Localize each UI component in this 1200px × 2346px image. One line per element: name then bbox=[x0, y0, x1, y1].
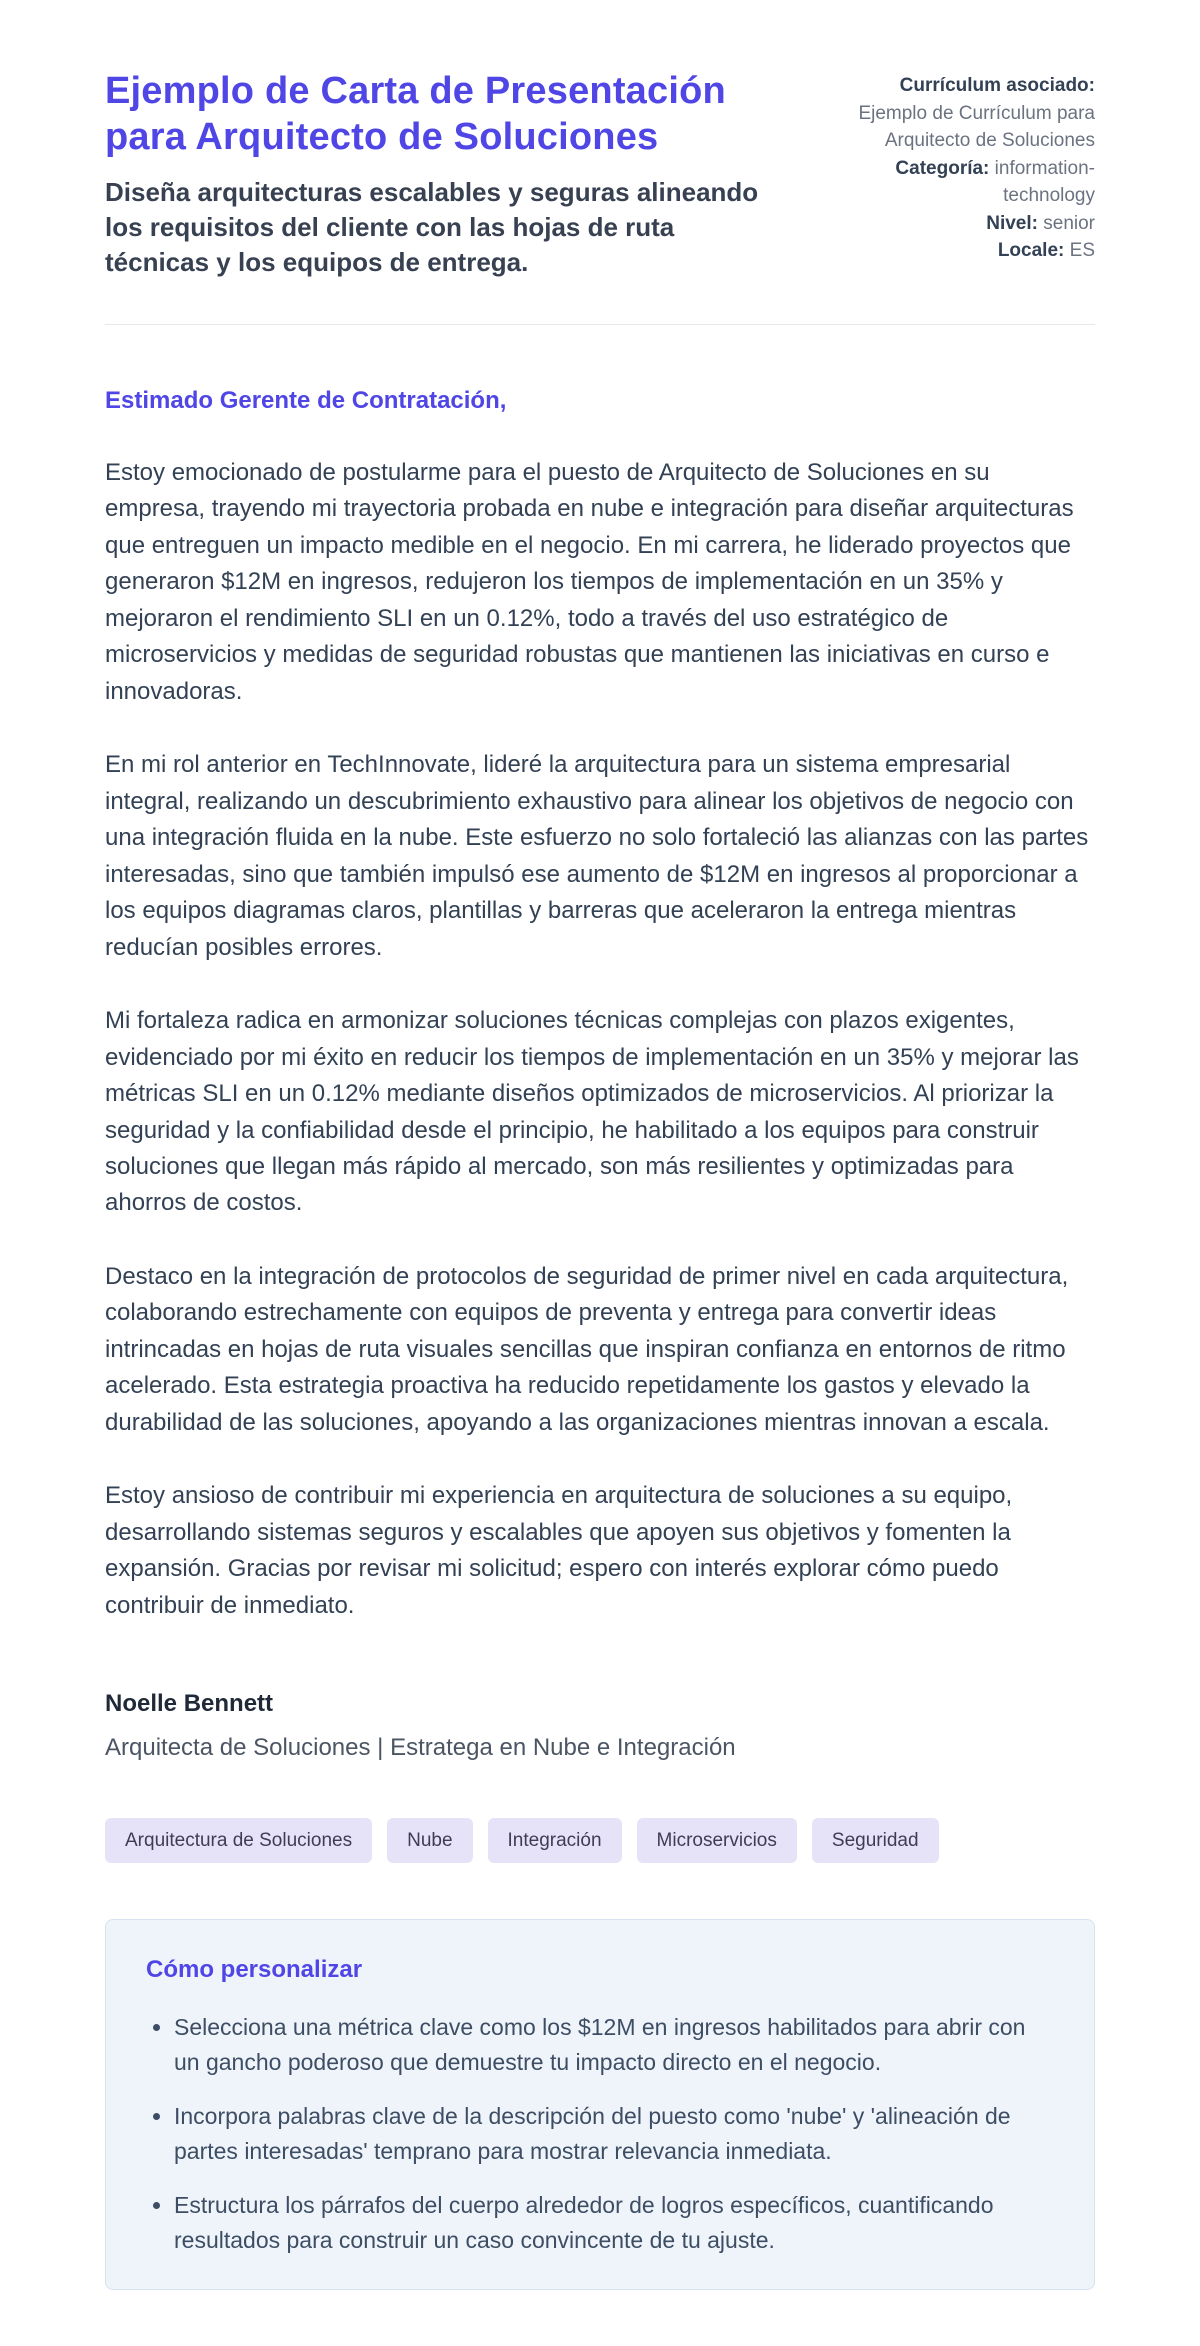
tag-chip[interactable]: Nube bbox=[387, 1818, 472, 1863]
meta-label: Categoría: bbox=[895, 157, 990, 179]
meta-label: Locale: bbox=[997, 240, 1065, 262]
tip-item: • Incorpora palabras clave de la descripción del puesto como 'nube' y 'alineación de partes interesadas' temprano para mostrar relevancia inmediata. bbox=[174, 2099, 1054, 2168]
page-title: Ejemplo de Carta de Presentación para Arquitecto de Soluciones bbox=[105, 70, 726, 159]
tag-chip[interactable]: Seguridad bbox=[812, 1818, 939, 1863]
letter-paragraph: Mi fortaleza radica en armonizar soluciones técnicas complejas con plazos exigentes, evidenciado por mi éxito en reducir los tiempos de implementación en un 35% y mejorar las métricas SLI en un 0.12% mediante diseños optimizados de microservicios. Al priorizar la seguridad y la confiabilidad desde el principio, he habilitado a los equipos para construir soluciones que llegan más rápido al mercado, son más resilientes y optimizadas para ahorros de costos. bbox=[105, 1007, 1079, 1217]
meta-resume-label bbox=[840, 72, 1095, 100]
meta-label: Nivel: bbox=[986, 212, 1038, 234]
meta-level bbox=[840, 210, 1095, 238]
signature-title: Arquitecta de Soluciones | Estratega en Nube e Integración bbox=[105, 1734, 736, 1762]
tip-item: • Estructura los párrafos del cuerpo alrededor de logros específicos, cuantificando resultados para construir un caso convincente de tu ajuste. bbox=[174, 2188, 1054, 2257]
tag-list bbox=[105, 1818, 1095, 1863]
tips-title: Cómo personalizar bbox=[146, 1956, 363, 1984]
meta-value: senior bbox=[1043, 212, 1095, 234]
tag-chip[interactable]: Integración bbox=[488, 1818, 622, 1863]
meta-label: Currículum asociado: bbox=[899, 75, 1095, 96]
meta-panel bbox=[840, 68, 1095, 265]
meta-value: information-technology bbox=[994, 157, 1095, 207]
signature-block bbox=[105, 1690, 1095, 1762]
tips-panel bbox=[105, 1919, 1095, 2290]
letter-paragraph: Estoy ansioso de contribuir mi experiencia en arquitectura de soluciones a su equipo, desarrollando sistemas seguros y escalables que apoyen sus objetivos y fomenten la expansión. Gracias por revisar mi solicitud; espero con interés explorar cómo puedo contribuir de inmediato. bbox=[105, 1482, 1013, 1619]
tips-list bbox=[146, 2010, 1054, 2257]
header-title-block bbox=[105, 68, 760, 280]
page-subtitle: Diseña arquitecturas escalables y seguras alineando los requisitos del cliente con las hojas de ruta técnicas y los equipos de entrega. bbox=[105, 176, 759, 277]
meta-category bbox=[840, 155, 1095, 210]
letter-paragraph: En mi rol anterior en TechInnovate, lideré la arquitectura para un sistema empresarial integral, realizando un descubrimiento exhaustivo para alinear los objetivos de negocio con una integración fluida en la nube. Este esfuerzo no solo fortaleció las alianzas con las partes interesadas, sino que también impulsó ese aumento de $12M en ingresos al proporcionar a los equipos diagramas claros, plantillas y barreras que aceleraron la entrega mientras reducían posibles errores. bbox=[105, 751, 1089, 961]
tip-item: • Selecciona una métrica clave como los $12M en ingresos habilitados para abrir con un gancho poderoso que demuestre tu impacto directo en el negocio. bbox=[174, 2010, 1054, 2079]
letter-greeting: Estimado Gerente de Contratación, bbox=[105, 387, 507, 414]
tag-chip[interactable]: Arquitectura de Soluciones bbox=[105, 1818, 372, 1863]
letter-paragraph: Destaco en la integración de protocolos de seguridad de primer nivel en cada arquitectura, colaborando estrechamente con equipos de preventa y entrega para convertir ideas intrincadas en hojas de ruta visuales sencillas que inspiran confianza en entornos de ritmo acelerado. Esta estrategia proactiva ha reducido repetidamente los gastos y elevado la durabilidad de las soluciones, apoyando a las organizaciones mientras innovan a escala. bbox=[105, 1262, 1069, 1436]
meta-resume-value: Ejemplo de Currículum para Arquitecto de Soluciones bbox=[858, 102, 1095, 152]
meta-value: ES bbox=[1069, 240, 1095, 262]
tag-chip[interactable]: Microservicios bbox=[637, 1818, 797, 1863]
letter-paragraph: Estoy emocionado de postularme para el puesto de Arquitecto de Soluciones en su empresa, trayendo mi trayectoria probada en nube e integración para diseñar arquitecturas que entreguen un impacto medible en el negocio. En mi carrera, he liderado proyectos que generaron $12M en ingresos, redujeron los tiempos de implementación en un 35% y mejoraron el rendimiento SLI en un 0.12%, todo a través del uso estratégico de microservicios y medidas de seguridad robustas que mantienen las iniciativas en curso e innovadoras. bbox=[105, 459, 1074, 705]
header bbox=[105, 68, 1095, 280]
header-divider bbox=[105, 324, 1095, 325]
letter-body bbox=[105, 455, 1095, 1624]
signature-name: Noelle Bennett bbox=[105, 1690, 274, 1718]
meta-locale bbox=[840, 237, 1095, 265]
